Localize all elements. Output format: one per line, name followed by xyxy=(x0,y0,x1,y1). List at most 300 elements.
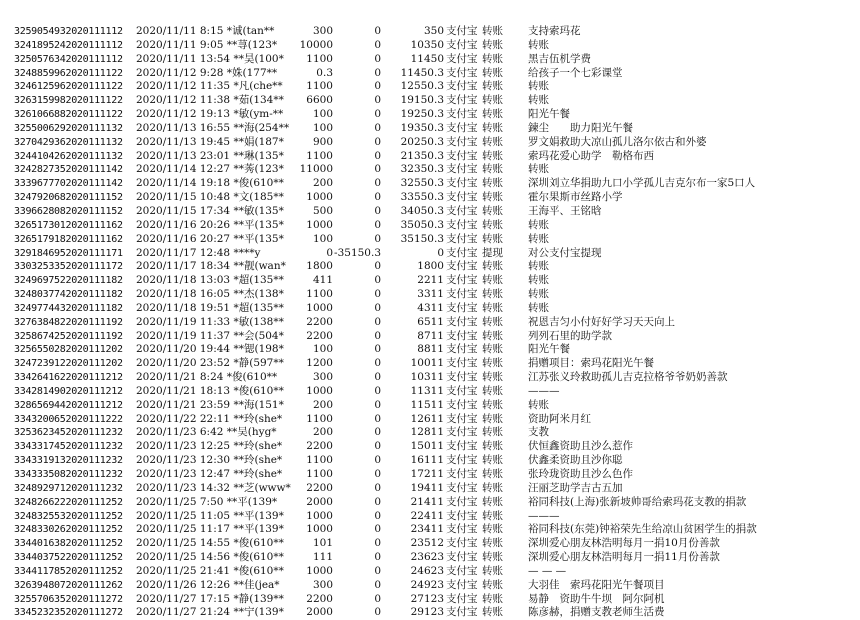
fee: 0 xyxy=(374,260,381,273)
amount: 101 xyxy=(312,537,333,550)
fee: 0 xyxy=(374,592,381,605)
time-payer-cell xyxy=(136,94,284,108)
channel: 支付宝 xyxy=(446,204,478,217)
payer-name: **玲(she* xyxy=(233,440,283,453)
remark: 裕同科技(东莞)钟裕荣先生给凉山贫困学生的捐款 xyxy=(528,523,757,536)
transaction-time: 2020/11/14 19:18 xyxy=(136,177,231,190)
table-row xyxy=(0,385,860,399)
channel: 支付宝 xyxy=(446,578,478,591)
time-payer-cell xyxy=(136,25,274,39)
channel: 支付宝 xyxy=(446,25,478,37)
amount: 1000 xyxy=(306,523,333,536)
transaction-id: 3265179182020111162 xyxy=(14,233,123,245)
transaction-id: 3261066882020111122 xyxy=(14,109,123,121)
balance: 8711 xyxy=(417,329,444,342)
table-row xyxy=(0,274,860,288)
balance: 12811 xyxy=(410,426,444,439)
amount: 1000 xyxy=(306,509,333,522)
channel: 支付宝 xyxy=(446,260,478,273)
fee: 0 xyxy=(374,232,381,245)
transaction-id: 3276384822020111192 xyxy=(14,316,123,328)
payer-name: **玲(she* xyxy=(233,412,283,425)
transaction-type: 转账 xyxy=(482,121,503,134)
transaction-id: 3258674252020111192 xyxy=(14,330,123,342)
transaction-time: 2020/11/16 20:27 xyxy=(136,232,231,245)
channel: 支付宝 xyxy=(446,301,478,314)
transaction-id: 3248037742020111182 xyxy=(14,289,123,301)
remark: 大羽佳 索玛花阳光午餐项目 xyxy=(528,578,665,591)
payer-name: *俊(610** xyxy=(233,384,284,397)
time-payer-cell xyxy=(136,371,277,385)
transaction-time: 2020/11/12 11:35 xyxy=(136,80,231,93)
balance: 24623 xyxy=(410,564,444,577)
balance: 32350.3 xyxy=(400,163,444,176)
transaction-time: 2020/11/12 19:13 xyxy=(136,108,231,121)
table-row xyxy=(0,426,860,440)
time-payer-cell xyxy=(136,413,282,427)
channel: 支付宝 xyxy=(446,398,478,411)
transaction-type: 转账 xyxy=(482,260,503,273)
channel: 支付宝 xyxy=(446,80,478,93)
fee: 0 xyxy=(374,135,381,148)
amount: 0 xyxy=(326,246,333,259)
payer-name: *茹(134** xyxy=(233,94,284,107)
remark: 陈彦赫，捐赠支教老师生活费 xyxy=(528,606,665,619)
balance: 19411 xyxy=(410,481,444,494)
amount: 500 xyxy=(312,204,333,217)
balance: 19350.3 xyxy=(400,121,444,134)
transaction-time: 2020/11/15 17:34 xyxy=(136,204,231,217)
transaction-type: 转账 xyxy=(482,371,503,384)
channel: 支付宝 xyxy=(446,468,478,480)
channel: 支付宝 xyxy=(446,191,478,204)
transaction-type: 转账 xyxy=(482,537,503,550)
amount: 1000 xyxy=(306,191,333,204)
time-payer-cell xyxy=(136,537,284,551)
amount: 1000 xyxy=(306,301,333,314)
fee: 0 xyxy=(374,606,381,619)
transaction-id: 3250576342020111112 xyxy=(14,53,123,65)
channel: 支付宝 xyxy=(446,343,478,356)
fee: 0 xyxy=(374,343,381,356)
time-payer-cell xyxy=(136,551,284,565)
payer-name: *俊(610** xyxy=(233,551,284,564)
remark: 转账 xyxy=(528,94,549,107)
transaction-time: 2020/11/12 9:28 xyxy=(136,66,224,79)
transaction-id: 3286569442020111212 xyxy=(14,399,123,411)
balance: 8811 xyxy=(417,343,444,356)
transaction-type: 转账 xyxy=(482,509,503,522)
payer-name: *超(135** xyxy=(233,274,284,287)
amount: 200 xyxy=(312,177,333,190)
payer-name: *静(139** xyxy=(233,592,284,605)
balance: 3311 xyxy=(417,288,444,301)
amount: 100 xyxy=(312,108,333,121)
transaction-id: 3263159982020111122 xyxy=(14,95,123,107)
remark: 对公支付宝提现 xyxy=(528,246,602,259)
payer-name: ****y xyxy=(233,246,261,259)
balance: 15011 xyxy=(410,440,444,453)
amount: 300 xyxy=(312,371,333,384)
time-payer-cell xyxy=(136,482,291,496)
transaction-type: 转账 xyxy=(482,232,503,245)
remark: 捐赠项目：索玛花阳光午餐 xyxy=(528,357,654,370)
transaction-id: 3259054932020111112 xyxy=(14,26,123,37)
amount: 1800 xyxy=(306,260,333,273)
fee: 0 xyxy=(374,315,381,328)
transaction-time: 2020/11/22 22:11 xyxy=(136,412,231,425)
channel: 支付宝 xyxy=(446,440,478,453)
remark: 霍尔果斯市丝路小学 xyxy=(528,191,623,204)
time-payer-cell xyxy=(136,288,284,302)
payer-name: **玲(she* xyxy=(233,454,283,467)
transaction-type: 转账 xyxy=(482,578,503,591)
balance: 0 xyxy=(437,246,444,259)
balance: 22411 xyxy=(410,509,444,522)
table-row xyxy=(0,302,860,316)
balance: 19150.3 xyxy=(400,94,444,107)
table-row xyxy=(0,94,860,108)
balance: 35050.3 xyxy=(400,218,444,231)
transaction-type: 转账 xyxy=(482,52,503,65)
remark: 转账 xyxy=(528,260,549,273)
transaction-id: 3342814902020111212 xyxy=(14,385,123,397)
amount: 1100 xyxy=(306,149,333,162)
table-row xyxy=(0,551,860,565)
time-payer-cell xyxy=(136,399,284,413)
amount: 2000 xyxy=(306,495,333,508)
table-row xyxy=(0,247,860,261)
amount: 1100 xyxy=(306,52,333,65)
transaction-time: 2020/11/13 16:55 xyxy=(136,121,231,134)
transaction-id: 3253623452020111232 xyxy=(14,427,123,439)
table-row xyxy=(0,482,860,496)
channel: 支付宝 xyxy=(446,38,478,51)
table-row xyxy=(0,537,860,551)
channel: 支付宝 xyxy=(446,606,478,619)
remark: 转账 xyxy=(528,80,549,93)
transaction-time: 2020/11/27 21:24 xyxy=(136,606,231,619)
remark: 裕同科技(上海)张新坡帅哥给索玛花支教的捐款 xyxy=(528,495,747,508)
time-payer-cell xyxy=(136,163,284,177)
table-row xyxy=(0,579,860,593)
amount: 6600 xyxy=(306,94,333,107)
amount: 200 xyxy=(312,398,333,411)
remark: 祝恩吉匀小付好好学习天天向上 xyxy=(528,315,675,328)
fee: 0 xyxy=(374,80,381,93)
fee: 0 xyxy=(374,274,381,287)
transaction-time: 2020/11/13 23:01 xyxy=(136,149,231,162)
payer-name: **平(135* xyxy=(233,232,284,245)
table-row xyxy=(0,468,860,482)
transaction-id: 3249697522020111182 xyxy=(14,275,123,287)
remark: 资助阿米月红 xyxy=(528,412,591,425)
table-row xyxy=(0,191,860,205)
transaction-id: 3255706352020111272 xyxy=(14,593,123,605)
channel: 支付宝 xyxy=(446,537,478,550)
fee: 0 xyxy=(374,25,381,37)
fee: 0 xyxy=(374,578,381,591)
table-row xyxy=(0,67,860,81)
table-row xyxy=(0,593,860,607)
table-row xyxy=(0,39,860,53)
amount: 1000 xyxy=(306,218,333,231)
transaction-time: 2020/11/25 14:55 xyxy=(136,537,231,550)
remark: 转账 xyxy=(528,398,549,411)
transaction-time: 2020/11/12 11:38 xyxy=(136,94,231,107)
channel: 支付宝 xyxy=(446,509,478,522)
table-row xyxy=(0,288,860,302)
amount: 1100 xyxy=(306,288,333,301)
fee: 0 xyxy=(374,412,381,425)
channel: 支付宝 xyxy=(446,288,478,301)
transaction-type: 转账 xyxy=(482,315,503,328)
amount: 900 xyxy=(312,135,333,148)
transaction-id: 3303253352020111172 xyxy=(14,261,123,273)
transaction-time: 2020/11/25 11:05 xyxy=(136,509,231,522)
channel: 支付宝 xyxy=(446,371,478,384)
payer-name: *敏(ym-** xyxy=(233,108,284,121)
channel: 支付宝 xyxy=(446,52,478,65)
transaction-id: 3247920682020111152 xyxy=(14,192,123,204)
transaction-type: 转账 xyxy=(482,495,503,508)
amount: 411 xyxy=(312,274,333,287)
transaction-time: 2020/11/19 11:33 xyxy=(136,315,231,328)
table-row xyxy=(0,122,860,136)
remark: 转账 xyxy=(528,301,549,314)
transaction-time: 2020/11/27 17:15 xyxy=(136,592,231,605)
balance: 21411 xyxy=(410,495,444,508)
remark: 易静 资助牛牛坝 阿尔阿机 xyxy=(528,592,665,605)
fee: 0 xyxy=(374,288,381,301)
table-row xyxy=(0,25,860,39)
transaction-type: 转账 xyxy=(482,551,503,564)
transaction-type: 转账 xyxy=(482,108,503,121)
time-payer-cell xyxy=(136,80,283,94)
transaction-id: 3343335082020111232 xyxy=(14,469,123,480)
time-payer-cell xyxy=(136,39,277,53)
channel: 支付宝 xyxy=(446,66,478,79)
transaction-time: 2020/11/13 19:45 xyxy=(136,135,231,148)
balance: 20250.3 xyxy=(400,135,444,148)
balance: 23512 xyxy=(410,537,444,550)
table-row xyxy=(0,205,860,219)
transaction-type: 转账 xyxy=(482,177,503,190)
time-payer-cell xyxy=(136,579,280,593)
table-row xyxy=(0,399,860,413)
fee: 0 xyxy=(374,163,381,176)
balance: 2211 xyxy=(417,274,444,287)
payer-name: *超(135** xyxy=(233,301,284,314)
fee: 0 xyxy=(374,191,381,204)
transaction-id: 3339677702020111142 xyxy=(14,178,123,190)
transaction-type: 转账 xyxy=(482,426,503,439)
channel: 支付宝 xyxy=(446,412,478,425)
fee: 0 xyxy=(374,66,381,79)
balance: 23623 xyxy=(410,551,444,564)
transaction-id: 3256550282020111202 xyxy=(14,344,123,356)
fee: 0 xyxy=(374,94,381,107)
fee: 0 xyxy=(374,204,381,217)
transaction-time: 2020/11/14 12:27 xyxy=(136,163,231,176)
payer-name: **杰(138* xyxy=(233,288,284,301)
fee: 0 xyxy=(374,564,381,577)
time-payer-cell xyxy=(136,606,284,620)
table-row xyxy=(0,606,860,620)
remark: 深圳爱心朋友林浩明每月一捐11月份善款 xyxy=(528,551,720,564)
time-payer-cell xyxy=(136,302,284,316)
balance: 17211 xyxy=(410,468,444,480)
transaction-type: 转账 xyxy=(482,564,503,577)
transaction-type: 转账 xyxy=(482,592,503,605)
remark: — — — xyxy=(528,564,567,577)
fee: 0 xyxy=(374,454,381,467)
transaction-type: 转账 xyxy=(482,301,503,314)
fee: 0 xyxy=(374,523,381,536)
transaction-time: 2020/11/25 7:50 xyxy=(136,495,224,508)
transaction-type: 转账 xyxy=(482,274,503,287)
channel: 支付宝 xyxy=(446,523,478,536)
transaction-id: 3248929712020111232 xyxy=(14,482,123,494)
transaction-time: 2020/11/23 12:25 xyxy=(136,440,231,453)
transaction-id: 3242827352020111142 xyxy=(14,164,123,176)
table-row xyxy=(0,150,860,164)
channel: 支付宝 xyxy=(446,108,478,121)
fee: 0 xyxy=(374,384,381,397)
transaction-id: 3343317452020111232 xyxy=(14,441,123,453)
channel: 支付宝 xyxy=(446,384,478,397)
remark: 王海平、王铭晗 xyxy=(528,204,602,217)
time-payer-cell xyxy=(136,523,284,537)
time-payer-cell xyxy=(136,67,277,81)
time-payer-cell xyxy=(136,177,284,191)
channel: 支付宝 xyxy=(446,592,478,605)
time-payer-cell xyxy=(136,219,284,233)
balance: 11450 xyxy=(410,52,444,65)
amount: 1200 xyxy=(306,357,333,370)
transaction-type: 转账 xyxy=(482,412,503,425)
transaction-type: 转账 xyxy=(482,149,503,162)
balance: 27123 xyxy=(410,592,444,605)
amount: 1100 xyxy=(306,454,333,467)
channel: 支付宝 xyxy=(446,94,478,107)
channel: 支付宝 xyxy=(446,121,478,134)
remark: 列列石里的助学款 xyxy=(528,329,612,342)
transaction-type: 转账 xyxy=(482,135,503,148)
transaction-time: 2020/11/11 13:54 xyxy=(136,52,231,65)
transaction-type: 转账 xyxy=(482,66,503,79)
channel: 支付宝 xyxy=(446,135,478,148)
amount: 0.3 xyxy=(316,66,333,79)
balance: 19250.3 xyxy=(400,108,444,121)
amount: 111 xyxy=(312,551,333,564)
transaction-id: 3342641622020111212 xyxy=(14,372,123,384)
remark: 支持索玛花 xyxy=(528,25,581,37)
payer-name: **海(254** xyxy=(233,121,290,134)
channel: 支付宝 xyxy=(446,357,478,370)
transaction-type: 转账 xyxy=(482,468,503,480)
fee: 0 xyxy=(374,301,381,314)
time-payer-cell xyxy=(136,510,284,524)
remark: 伏恒鑫资助且沙么惹作 xyxy=(528,440,633,453)
balance: 24923 xyxy=(410,578,444,591)
transaction-id: 3344016382020111252 xyxy=(14,538,123,550)
fee: 0 xyxy=(374,149,381,162)
transaction-id: 3291846952020111171 xyxy=(14,247,123,259)
balance: 10311 xyxy=(410,371,444,384)
fee: 0 xyxy=(374,329,381,342)
balance: 16111 xyxy=(410,454,444,467)
payer-name: **平(139* xyxy=(233,523,284,536)
remark: 索玛花爱心助学 勒格布西 xyxy=(528,149,654,162)
time-payer-cell xyxy=(136,233,284,247)
payer-name: **佳(jea* xyxy=(233,578,280,591)
transaction-type: 转账 xyxy=(482,218,503,231)
transaction-time: 2020/11/16 20:26 xyxy=(136,218,231,231)
balance: 1800 xyxy=(417,260,444,273)
time-payer-cell xyxy=(136,330,284,344)
balance: 35150.3 xyxy=(400,232,444,245)
balance: 10350 xyxy=(410,38,444,51)
fee: 0 xyxy=(374,357,381,370)
time-payer-cell xyxy=(136,53,284,67)
transaction-type: 转账 xyxy=(482,80,503,93)
transaction-id: 3244104262020111132 xyxy=(14,150,123,162)
transaction-id: 3248859962020111122 xyxy=(14,67,123,79)
remark: 转账 xyxy=(528,163,549,176)
fee: 0 xyxy=(374,52,381,65)
table-row xyxy=(0,413,860,427)
transaction-time: 2020/11/17 12:48 xyxy=(136,246,231,259)
channel: 支付宝 xyxy=(446,454,478,467)
transaction-type: 转账 xyxy=(482,357,503,370)
payer-name: *诚(tan** xyxy=(226,25,275,37)
transaction-id: 3345232352020111272 xyxy=(14,607,123,619)
remark: 张玲珑资助且沙么色作 xyxy=(528,468,633,480)
amount: 100 xyxy=(312,121,333,134)
transaction-time: 2020/11/23 12:47 xyxy=(136,468,231,480)
fee: 0 xyxy=(374,537,381,550)
transaction-time: 2020/11/25 21:41 xyxy=(136,564,231,577)
time-payer-cell xyxy=(136,565,284,579)
time-payer-cell xyxy=(136,593,284,607)
remark: 给孩子一个七彩课堂 xyxy=(528,66,623,79)
amount: 1000 xyxy=(306,384,333,397)
payer-name: **玲(she* xyxy=(233,468,283,480)
channel: 支付宝 xyxy=(446,495,478,508)
table-row xyxy=(0,440,860,454)
amount: 100 xyxy=(312,343,333,356)
time-payer-cell xyxy=(136,316,284,330)
balance: 10011 xyxy=(410,357,444,370)
table-row xyxy=(0,136,860,150)
balance: 12550.3 xyxy=(400,80,444,93)
channel: 支付宝 xyxy=(446,218,478,231)
channel: 支付宝 xyxy=(446,177,478,190)
transaction-id: 3270429362020111132 xyxy=(14,136,123,148)
fee: 0 xyxy=(374,481,381,494)
transaction-id: 3249774432020111182 xyxy=(14,302,123,314)
remark: 阳光午餐 xyxy=(528,108,570,121)
transaction-type: 提现 xyxy=(482,246,503,259)
payer-name: **芝(www* xyxy=(233,481,291,494)
transaction-type: 转账 xyxy=(482,398,503,411)
transaction-time: 2020/11/20 19:44 xyxy=(136,343,231,356)
transaction-time: 2020/11/20 23:52 xyxy=(136,357,231,370)
time-payer-cell xyxy=(136,385,284,399)
time-payer-cell xyxy=(136,150,284,164)
table-row xyxy=(0,343,860,357)
